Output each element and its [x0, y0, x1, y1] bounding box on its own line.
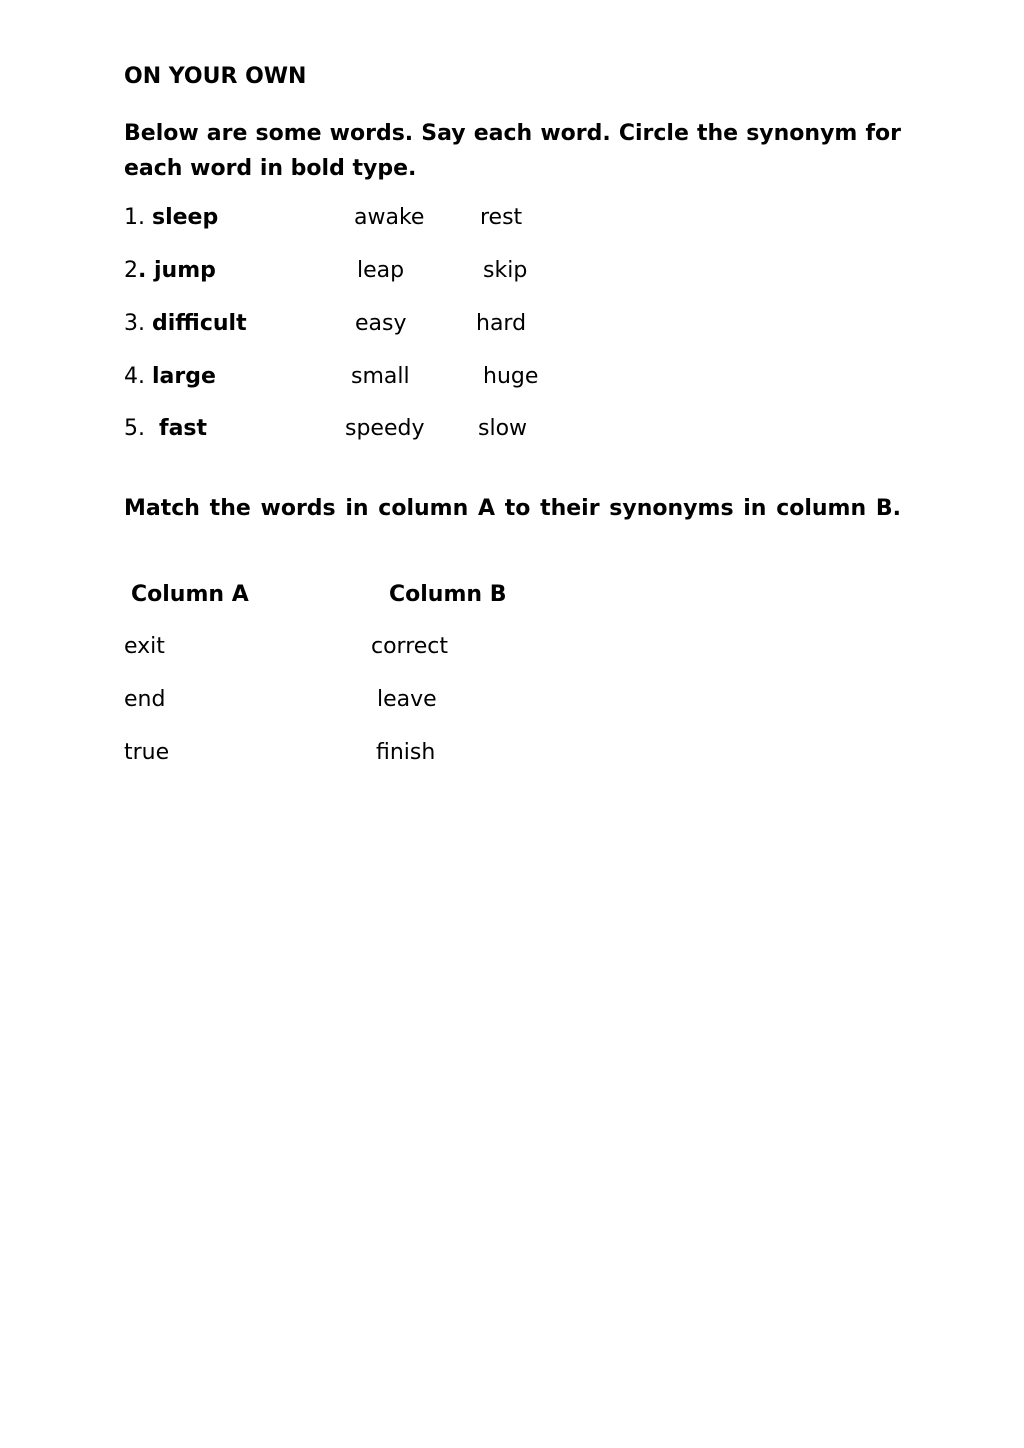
target-word: fast — [159, 416, 208, 441]
option-word[interactable]: rest — [480, 205, 523, 230]
list-item — [124, 207, 218, 229]
column-a-word[interactable]: exit — [124, 634, 165, 659]
list-item — [124, 313, 247, 335]
column-a-word[interactable]: true — [124, 740, 170, 765]
item-number: 1. — [124, 205, 145, 230]
column-a-header: Column A — [131, 582, 249, 607]
list-item — [124, 418, 207, 440]
target-word: difficult — [152, 311, 247, 336]
column-b-word[interactable]: leave — [377, 687, 437, 712]
option-word[interactable]: awake — [354, 205, 425, 230]
circle-instructions: Below are some words. Say each word. Circle the synonym for each word in bold type. — [124, 121, 901, 181]
list-item — [124, 260, 216, 282]
target-word: large — [152, 364, 216, 389]
column-a-word[interactable]: end — [124, 687, 166, 712]
section-heading: ON YOUR OWN — [124, 64, 307, 89]
match-instructions: Match the words in column A to their synonyms in column B. — [124, 496, 901, 521]
column-b-word[interactable]: finish — [376, 740, 436, 765]
option-word[interactable]: skip — [483, 258, 528, 283]
target-word: . jump — [138, 258, 216, 283]
option-word[interactable]: leap — [357, 258, 405, 283]
item-number: 2 — [124, 258, 138, 283]
option-word[interactable]: slow — [478, 416, 528, 441]
list-item — [124, 366, 216, 388]
option-word[interactable]: small — [351, 364, 410, 389]
column-b-header: Column B — [389, 582, 507, 607]
column-b-word[interactable]: correct — [371, 634, 449, 659]
option-word[interactable]: easy — [355, 311, 407, 336]
item-number: 4. — [124, 364, 145, 389]
option-word[interactable]: hard — [476, 311, 527, 336]
option-word[interactable]: huge — [483, 364, 539, 389]
option-word[interactable]: speedy — [345, 416, 425, 441]
item-number: 5. — [124, 416, 145, 441]
item-number: 3. — [124, 311, 145, 336]
target-word: sleep — [152, 205, 219, 230]
